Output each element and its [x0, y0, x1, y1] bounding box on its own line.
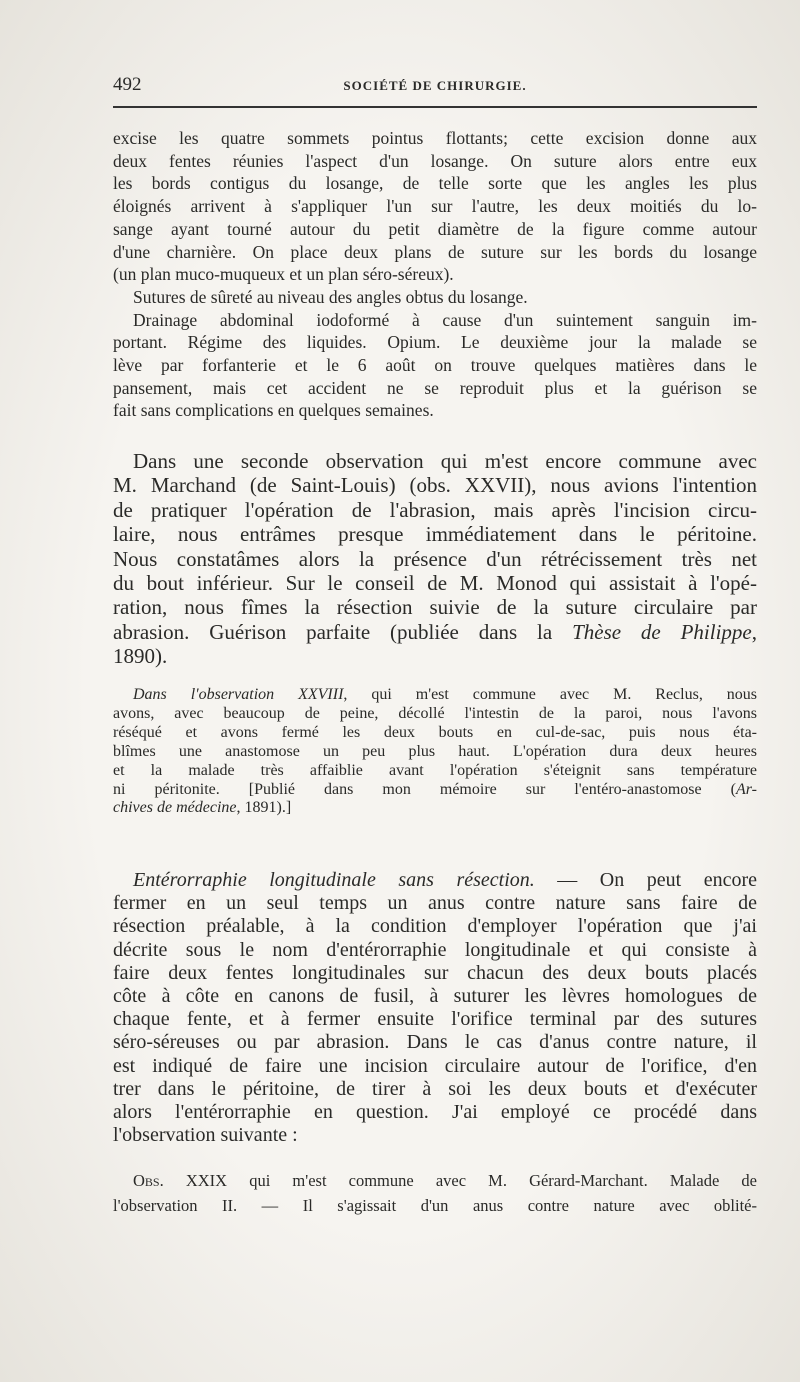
text-segment: résection préalable, à la condition d'employer l'opération que j'ai — [113, 915, 757, 938]
text-line — [113, 724, 757, 743]
text-segment: pansement, mais cet accident ne se reproduit plus et la guérison se — [113, 377, 757, 398]
text-segment: , 1891).] — [236, 799, 292, 817]
text-segment: ration, nous fîmes la résection suivie de la suture circulaire par — [113, 595, 757, 620]
paragraph — [113, 449, 757, 669]
text-line — [113, 354, 757, 377]
text-segment: Drainage abdominal iodoformé à cause d'un suintement sanguin im- — [133, 309, 757, 330]
text-line — [113, 620, 757, 644]
paragraph — [113, 1168, 757, 1218]
paragraph — [113, 869, 757, 1147]
text-segment: chaque fente, et à fermer ensuite l'orifice terminal par des sutures — [113, 1008, 757, 1031]
text-segment: — On peut encore — [534, 869, 758, 891]
text-line — [113, 962, 757, 985]
text-segment: avons, avec beaucoup de peine, décollé l'intestin de la paroi, nous l'avons — [113, 704, 757, 722]
text-line — [113, 1031, 757, 1054]
italic-text: Entérorraphie longitudinale sans résection. — [133, 869, 535, 891]
text-segment: sange ayant tourné autour du petit diamètre de la figure comme autour — [113, 218, 757, 239]
text-line — [113, 705, 757, 724]
text-line — [113, 218, 757, 241]
text-line — [113, 473, 757, 497]
text-segment: les bords contigus du losange, de telle sorte que les angles les plus — [113, 173, 757, 194]
text-segment: est indiqué de faire une incision circulaire autour de l'orifice, d'en — [113, 1054, 757, 1077]
running-head: SOCIÉTÉ DE CHIRURGIE. — [343, 78, 527, 93]
text-line — [113, 498, 757, 522]
text-line — [113, 331, 757, 354]
text-line — [113, 522, 757, 546]
text-segment: fait sans complications en quelques semaines. — [113, 400, 434, 421]
italic-text: chives de médecine — [113, 799, 237, 817]
text-line — [113, 449, 757, 473]
text-segment: trer dans le péritoine, de tirer à soi les deux bouts et d'exécuter — [113, 1077, 757, 1100]
text-segment: blîmes une anastomose un peu plus haut. L'opération dura deux heures — [113, 742, 757, 760]
text-line — [113, 195, 757, 218]
text-segment: du bout inférieur. Sur le conseil de M. Monod qui assistait à l'opé- — [113, 571, 757, 596]
text-segment: côte à côte en canons de fusil, à suturer les lèvres homologues de — [113, 985, 757, 1008]
text-segment: (un plan muco-muqueux et un plan séro-séreux). — [113, 264, 454, 285]
text-segment: Nous constatâmes alors la présence d'un rétrécissement très net — [113, 546, 757, 571]
text-line — [113, 571, 757, 595]
text-line — [113, 150, 757, 173]
text-segment: portant. Régime des liquides. Opium. Le deuxième jour la malade se — [113, 332, 757, 353]
text-line — [113, 309, 757, 332]
text-segment: décrite sous le nom d'entérorraphie longitudinale et qui consiste à — [113, 938, 757, 961]
text-line — [113, 869, 757, 892]
text-line — [113, 127, 757, 150]
text-segment: , — [751, 619, 758, 644]
text-line — [113, 892, 757, 915]
text-segment: 1890). — [113, 644, 168, 669]
text-segment: d'une charnière. On place deux plans de suture sur les bords du losange — [113, 241, 757, 262]
text-line — [113, 686, 757, 705]
text-line — [113, 985, 757, 1008]
italic-text: Ar- — [735, 780, 757, 798]
text-segment: Dans une seconde observation qui m'est encore commune avec — [133, 449, 757, 473]
text-line — [113, 595, 757, 619]
text-line — [113, 1124, 757, 1147]
text-line — [113, 399, 757, 422]
text-line — [113, 799, 757, 818]
text-line — [113, 286, 757, 309]
text-segment: éloignés arrivent à s'appliquer l'un sur l'autre, les deux moitiés du lo- — [113, 196, 757, 217]
text-line — [113, 644, 757, 668]
text-line — [113, 1055, 757, 1078]
text-segment: deux fentes réunies l'aspect d'un losange. On suture alors entre eux — [113, 150, 757, 171]
text-segment: l'observation II. — Il s'agissait d'un anus contre nature avec oblité- — [113, 1196, 757, 1215]
text-segment: alors l'entérorraphie en question. J'ai employé ce procédé dans — [113, 1101, 757, 1124]
text-segment: , qui m'est commune avec M. Reclus, nous — [343, 686, 757, 703]
text-line — [113, 241, 757, 264]
text-segment: ni péritonite. [Publié dans mon mémoire sur l'entéro-anastomose ( — [113, 780, 736, 798]
text-line — [113, 1193, 757, 1218]
text-segment: M. Marchand (de Saint-Louis) (obs. XXVII), nous avions l'intention — [113, 473, 757, 498]
italic-text: Thèse de Philippe — [572, 619, 752, 644]
text-segment: excise les quatre sommets pointus flottants; cette excision donne aux — [113, 128, 757, 148]
text-line — [113, 1078, 757, 1101]
italic-text: Dans l'observation XXVIII — [133, 686, 344, 703]
text-segment: séro-séreuses ou par abrasion. Dans le cas d'anus contre nature, il — [113, 1031, 757, 1054]
small-caps-text: Obs. XXIX — [133, 1171, 228, 1190]
page-header — [113, 74, 757, 98]
text-line — [113, 1168, 757, 1193]
text-segment: faire deux fentes longitudinales sur chacun des deux bouts placés — [113, 961, 757, 984]
text-line — [113, 743, 757, 762]
paragraph — [113, 127, 757, 422]
text-line — [113, 1101, 757, 1124]
page-number: 492 — [113, 74, 142, 95]
text-segment: Sutures de sûreté au niveau des angles obtus du losange. — [133, 286, 528, 307]
text-line — [113, 547, 757, 571]
text-line — [113, 915, 757, 938]
text-segment: lève par forfanterie et le 6 août on trouve quelques matières dans le — [113, 355, 757, 376]
text-segment: laire, nous entrâmes presque immédiatement dans le péritoine. — [113, 522, 757, 547]
header-rule — [113, 106, 757, 108]
paragraph — [113, 686, 757, 818]
text-segment: de pratiquer l'opération de l'abrasion, mais après l'incision circu- — [113, 497, 757, 522]
text-segment: et la malade très affaiblie avant l'opération s'éteignit sans température — [113, 761, 757, 779]
text-segment: l'observation suivante : — [113, 1124, 298, 1147]
text-line — [113, 939, 757, 962]
text-line — [113, 1008, 757, 1031]
text-segment: réséqué et avons fermé les deux bouts en cul-de-sac, puis nous éta- — [113, 723, 757, 741]
text-line — [113, 172, 757, 195]
text-line — [113, 377, 757, 400]
text-segment: qui m'est commune avec M. Gérard-Marchant. Malade de — [227, 1171, 757, 1190]
text-segment: abrasion. Guérison parfaite (publiée dans la — [113, 619, 573, 644]
text-line — [113, 781, 757, 800]
text-segment: fermer en un seul temps un anus contre nature sans faire de — [113, 892, 757, 915]
text-line — [113, 762, 757, 781]
text-line — [113, 263, 757, 286]
